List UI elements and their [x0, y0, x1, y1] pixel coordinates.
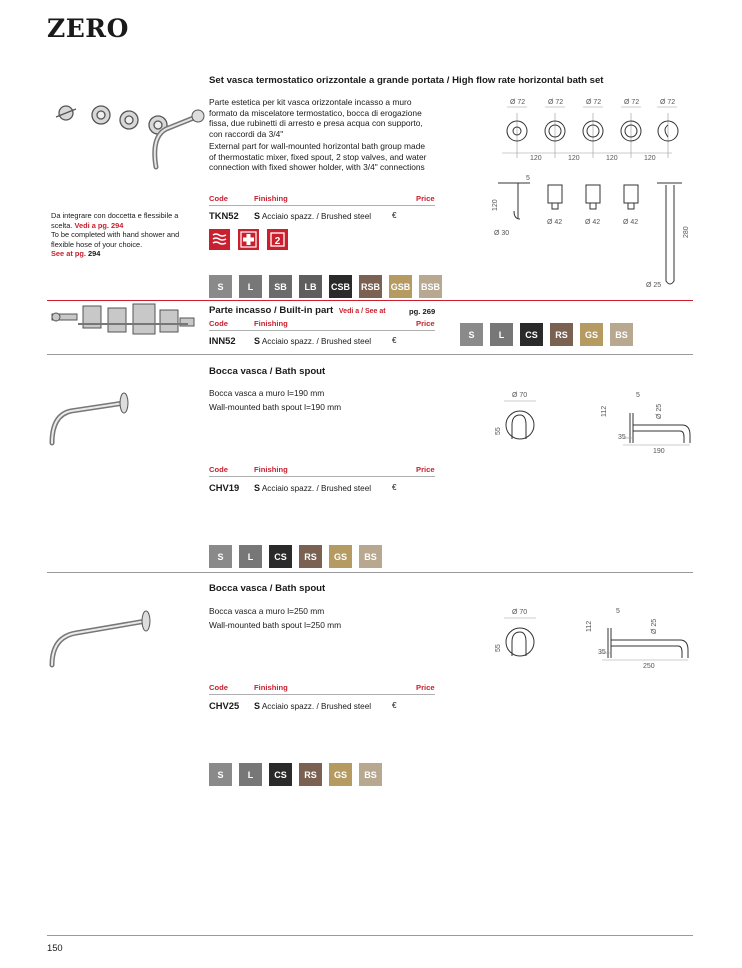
dim-d42-3: Ø 42	[623, 219, 639, 226]
section2-finish-swatches	[460, 323, 633, 346]
swatch-gs[interactable]: GS	[580, 323, 603, 346]
dim-d72-5: Ø 72	[660, 99, 676, 106]
dim-d25: Ø 25	[651, 618, 658, 634]
finishing-value	[254, 701, 371, 711]
spout-190-desc-it: Bocca vasca a muro l=190 mm	[209, 388, 325, 398]
dim-h35: 35	[598, 649, 606, 656]
dim-h35: 35	[618, 434, 626, 441]
finishing-label: Acciaio spazz. / Brushed steel	[261, 212, 372, 221]
price-currency: €	[392, 483, 397, 492]
swatch-rsb[interactable]: RSB	[359, 275, 382, 298]
spout-190-desc-en: Wall-mounted bath spout l=190 mm	[209, 402, 342, 412]
dim-h55: 55	[495, 644, 502, 652]
connection-icon	[267, 229, 288, 250]
price-currency: €	[392, 336, 397, 345]
section-title-spout-250: Bocca vasca / Bath spout	[209, 583, 326, 594]
built-in-part-image	[48, 294, 198, 349]
swatch-l[interactable]: L	[239, 275, 262, 298]
side-note-link-it[interactable]: Vedi a pg. 294	[74, 220, 124, 230]
dim-h112: 112	[601, 405, 608, 417]
section4-finish-swatches	[209, 763, 382, 786]
section1-description-en: External part for wall-mounted horizontal bath group made of thermostatic mixer, fixed spout, 2 stop valves, and water connection with fixed shower holder, with 3/4" connections	[209, 141, 427, 173]
built-in-title: Parte incasso / Built-in part	[209, 305, 334, 316]
swatch-gsb[interactable]: GSB	[389, 275, 412, 298]
swatch-bs[interactable]: BS	[610, 323, 633, 346]
spout-190-technical-drawing	[490, 385, 700, 455]
dim-d72-2: Ø 72	[548, 99, 564, 106]
dim-h112: 112	[586, 620, 593, 632]
side-note-link-en[interactable]: See at pg.	[51, 249, 86, 259]
dim-w5: 5	[636, 392, 640, 399]
swatch-l[interactable]: L	[239, 545, 262, 568]
swatch-bsb[interactable]: BSB	[419, 275, 442, 298]
section-divider	[47, 354, 693, 355]
hospital-icon	[238, 229, 259, 250]
product-code: CHV25	[209, 700, 240, 711]
price-header: Price	[416, 465, 435, 474]
spout-250-technical-drawing	[490, 602, 705, 672]
code-header: Code	[209, 465, 228, 474]
product-code: CHV19	[209, 482, 240, 493]
finishing-header: Finishing	[254, 465, 288, 474]
swatch-rs[interactable]: RS	[299, 545, 322, 568]
price-currency: €	[392, 701, 397, 710]
dim-120-1: 120	[530, 155, 542, 162]
dim-h5: 5	[526, 175, 530, 182]
section-title-spout-190: Bocca vasca / Bath spout	[209, 366, 326, 377]
product-code: INN52	[209, 335, 236, 346]
swatch-rs[interactable]: RS	[550, 323, 573, 346]
thermostatic-icon	[209, 229, 230, 250]
side-note-en: To be completed with hand shower and flexible hose of your choice.	[51, 230, 180, 249]
finishing-header: Finishing	[254, 319, 288, 328]
swatch-cs[interactable]: CS	[520, 323, 543, 346]
finishing-code: S	[254, 701, 261, 711]
finishing-code: S	[254, 211, 261, 221]
swatch-bs[interactable]: BS	[359, 763, 382, 786]
section-title-bath-set: Set vasca termostatico orizzontale a grande portata / High flow rate horizontal bath set	[209, 75, 604, 86]
dim-h55: 55	[495, 427, 502, 435]
code-header: Code	[209, 194, 228, 203]
spout-250-desc-it: Bocca vasca a muro l=250 mm	[209, 606, 325, 616]
price-header: Price	[416, 683, 435, 692]
section1-description-it: Parte estetica per kit vasca orizzontale incasso a muro formato da miscelatore termostatico, bocca di erogazione fissa, due rubinetti di arresto e presa acqua con supporto, con raccordi da 3/4"	[209, 97, 423, 139]
swatch-lb[interactable]: LB	[299, 275, 322, 298]
finishing-label: Acciaio spazz. / Brushed steel	[261, 702, 372, 711]
header-divider	[209, 205, 435, 206]
finishing-label: Acciaio spazz. / Brushed steel	[261, 484, 372, 493]
code-header: Code	[209, 683, 228, 692]
dim-120-2: 120	[568, 155, 580, 162]
bath-set-product-image	[46, 95, 206, 175]
swatch-s[interactable]: S	[209, 545, 232, 568]
dim-d72-1: Ø 72	[510, 99, 526, 106]
dim-h280: 280	[683, 226, 690, 238]
brand-title: ZERO	[47, 14, 129, 43]
dim-w5: 5	[616, 608, 620, 615]
side-note-it: Da integrare con doccetta e flessibile a scelta.	[51, 211, 179, 230]
finishing-header: Finishing	[254, 683, 288, 692]
swatch-cs[interactable]: CS	[269, 763, 292, 786]
section-divider	[47, 572, 693, 573]
swatch-gs[interactable]: GS	[329, 545, 352, 568]
spout-250-desc-en: Wall-mounted bath spout l=250 mm	[209, 620, 342, 630]
bath-spout-250-image	[46, 603, 156, 671]
swatch-l[interactable]: L	[239, 763, 262, 786]
footer-divider	[47, 935, 693, 936]
dim-d70: Ø 70	[512, 392, 528, 399]
dim-120-4: 120	[644, 155, 656, 162]
connection-badge-text: 2	[274, 236, 281, 247]
finishing-value	[254, 483, 371, 493]
swatch-gs[interactable]: GS	[329, 763, 352, 786]
header-divider	[209, 694, 435, 695]
side-note-page: 294	[87, 249, 101, 259]
header-divider	[209, 330, 435, 331]
swatch-rs[interactable]: RS	[299, 763, 322, 786]
finishing-header: Finishing	[254, 194, 288, 203]
price-header: Price	[416, 319, 435, 328]
dim-d25: Ø 25	[656, 403, 663, 419]
price-header: Price	[416, 194, 435, 203]
dim-length: 250	[643, 663, 655, 670]
swatch-l[interactable]: L	[490, 323, 513, 346]
built-in-page: pg. 269	[409, 307, 436, 316]
dim-d25: Ø 25	[646, 282, 662, 289]
section-title-built-in	[209, 305, 386, 316]
swatch-csb[interactable]: CSB	[329, 275, 352, 298]
code-header: Code	[209, 319, 228, 328]
dim-d42-2: Ø 42	[585, 219, 601, 226]
swatch-s[interactable]: S	[460, 323, 483, 346]
finishing-label: Acciaio spazz. / Brushed steel	[261, 337, 372, 346]
dim-120-3: 120	[606, 155, 618, 162]
header-divider	[209, 476, 435, 477]
finishing-code: S	[254, 483, 261, 493]
price-currency: €	[392, 211, 397, 220]
dim-d72-3: Ø 72	[586, 99, 602, 106]
feature-badges	[209, 229, 288, 250]
dim-h120: 120	[492, 199, 499, 211]
dim-d30: Ø 30	[494, 230, 510, 237]
swatch-s[interactable]: S	[209, 275, 232, 298]
finishing-value	[254, 336, 371, 346]
finishing-code: S	[254, 336, 261, 346]
bath-spout-190-image	[46, 385, 136, 450]
product-code: TKN52	[209, 210, 239, 221]
side-note	[51, 211, 201, 259]
dim-length: 190	[653, 448, 665, 455]
swatch-s[interactable]: S	[209, 763, 232, 786]
built-in-link[interactable]: Vedi a / See at	[338, 308, 386, 315]
finishing-value	[254, 211, 371, 221]
swatch-cs[interactable]: CS	[269, 545, 292, 568]
section3-finish-swatches	[209, 545, 382, 568]
section1-finish-swatches	[209, 275, 442, 298]
dim-d70: Ø 70	[512, 609, 528, 616]
swatch-bs[interactable]: BS	[359, 545, 382, 568]
dim-d42-1: Ø 42	[547, 219, 563, 226]
dim-d72-4: Ø 72	[624, 99, 640, 106]
swatch-sb[interactable]: SB	[269, 275, 292, 298]
bath-set-technical-drawing	[492, 93, 692, 293]
page-number: 150	[47, 942, 63, 953]
